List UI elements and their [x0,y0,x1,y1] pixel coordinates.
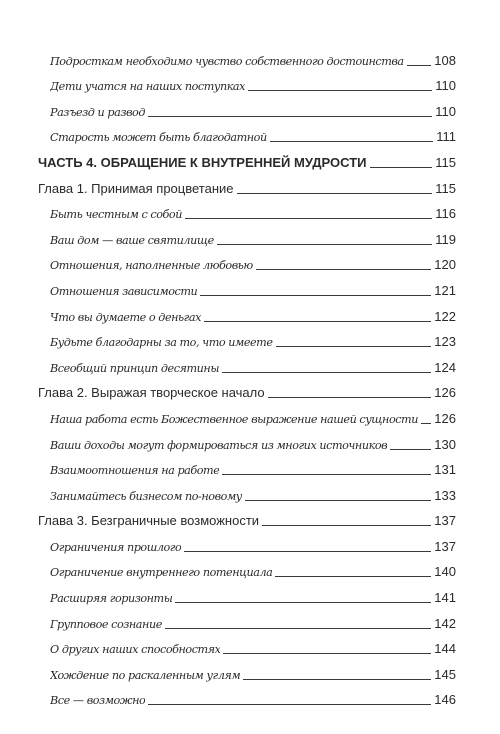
toc-leader-line [185,218,432,219]
toc-page-number: 115 [435,180,456,196]
toc-leader-line [148,704,431,705]
toc-page-number: 144 [434,641,456,657]
toc-chapter-entry [38,377,456,403]
toc-page-number: 145 [434,666,456,682]
toc-leader-line [148,116,432,117]
toc-entry-title: Разъезд и развод [50,105,145,119]
toc-section-entry [38,658,456,684]
toc-entry-title: Наша работа есть Божественное выражение нашей сущности [50,412,418,426]
toc-entry-title: Старость может быть благодатной [50,131,267,145]
toc-section-entry [38,121,456,147]
toc-page-number: 123 [434,334,456,350]
toc-page-number: 126 [434,385,456,401]
toc-page-number: 108 [434,52,456,68]
toc-section-entry [38,44,456,70]
toc-chapter-entry [38,172,456,198]
toc-page-number: 111 [436,129,456,145]
toc-page-number: 122 [434,308,456,324]
toc-section-entry [38,249,456,275]
toc-leader-line [262,525,431,526]
toc-page-number: 142 [434,615,456,631]
toc-section-entry [38,223,456,249]
toc-section-entry [38,607,456,633]
toc-section-entry [38,300,456,326]
toc-leader-line [237,193,433,194]
toc-chapter-entry [38,505,456,531]
toc-entry-title: Глава 2. Выражая творческое начало [38,385,265,401]
toc-leader-line [370,167,433,168]
toc-page-number: 119 [435,231,456,247]
toc-section-entry [38,479,456,505]
toc-entry-title: Отношения, наполненные любовью [50,259,253,273]
toc-page-number: 137 [434,513,456,529]
toc-entry-title: Ограничения прошлого [50,540,182,554]
toc-page-number: 110 [435,78,456,94]
toc-section-entry [38,684,456,710]
toc-entry-title: О других наших способностях [50,643,221,657]
toc-leader-line [217,244,433,245]
toc-section-entry [38,633,456,659]
toc-entry-title: Расширяя горизонты [50,592,173,606]
toc-leader-line [421,423,431,424]
toc-section-entry [38,581,456,607]
toc-section-entry [38,454,456,480]
toc-section-entry [38,530,456,556]
toc-page-number: 137 [434,538,456,554]
toc-section-entry [38,556,456,582]
toc-leader-line [204,321,431,322]
toc-part-entry [38,146,456,172]
toc-leader-line [407,65,432,66]
toc-page-number: 141 [434,590,456,606]
toc-entry-title: Хождение по раскаленным углям [50,668,241,682]
toc-leader-line [223,653,431,654]
toc-page-number: 115 [435,154,456,170]
toc-section-entry [38,198,456,224]
toc-leader-line [275,576,431,577]
toc-page-number: 126 [434,410,456,426]
toc-entry-title: Подросткам необходимо чувство собственного достоинства [50,54,404,68]
toc-page-number: 110 [435,103,456,119]
toc-entry-title: Дети учатся на наших поступках [50,80,246,94]
toc-section-entry [38,428,456,454]
toc-section-entry [38,95,456,121]
table-of-contents [38,44,456,709]
toc-leader-line [390,449,431,450]
toc-entry-title: Будьте благодарны за то, что имеете [50,336,273,350]
toc-leader-line [184,551,431,552]
toc-leader-line [276,346,432,347]
toc-page-number: 146 [434,692,456,708]
toc-leader-line [165,628,431,629]
toc-leader-line [243,679,431,680]
toc-entry-title: Ваш дом — ваше святилище [50,233,214,247]
toc-page-number: 116 [435,206,456,222]
toc-section-entry [38,274,456,300]
toc-entry-title: Ваши доходы могут формироваться из многих источников [50,438,388,452]
toc-page-number: 124 [434,359,456,375]
toc-entry-title: Отношения зависимости [50,284,198,298]
toc-page-number: 131 [434,462,456,478]
toc-page-number: 121 [434,282,456,298]
toc-leader-line [222,474,431,475]
toc-entry-title: Глава 3. Безграничные возможности [38,513,260,529]
toc-leader-line [222,372,431,373]
toc-entry-title: Взаимоотношения на работе [50,464,220,478]
toc-entry-title: Ограничение внутреннего потенциала [50,566,273,580]
toc-entry-title: Глава 1. Принимая процветание [38,180,234,196]
toc-section-entry [38,70,456,96]
toc-leader-line [256,269,431,270]
toc-section-entry [38,351,456,377]
toc-leader-line [248,90,432,91]
toc-entry-title: ЧАСТЬ 4. ОБРАЩЕНИЕ К ВНУТРЕННЕЙ МУДРОСТИ [38,154,367,170]
toc-leader-line [270,141,434,142]
toc-page-number: 130 [434,436,456,452]
toc-page-number: 133 [434,487,456,503]
toc-leader-line [200,295,431,296]
toc-section-entry [38,326,456,352]
toc-entry-title: Все — возможно [50,694,146,708]
toc-leader-line [175,602,431,603]
toc-leader-line [245,500,431,501]
toc-entry-title: Групповое сознание [50,617,162,631]
toc-leader-line [268,397,432,398]
toc-entry-title: Что вы думаете о деньгах [50,310,201,324]
toc-entry-title: Быть честным с собой [50,208,182,222]
toc-section-entry [38,402,456,428]
toc-entry-title: Занимайтесь бизнесом по-новому [50,489,242,503]
toc-page-number: 120 [434,257,456,273]
toc-page-number: 140 [434,564,456,580]
toc-entry-title: Всеобщий принцип десятины [50,361,219,375]
